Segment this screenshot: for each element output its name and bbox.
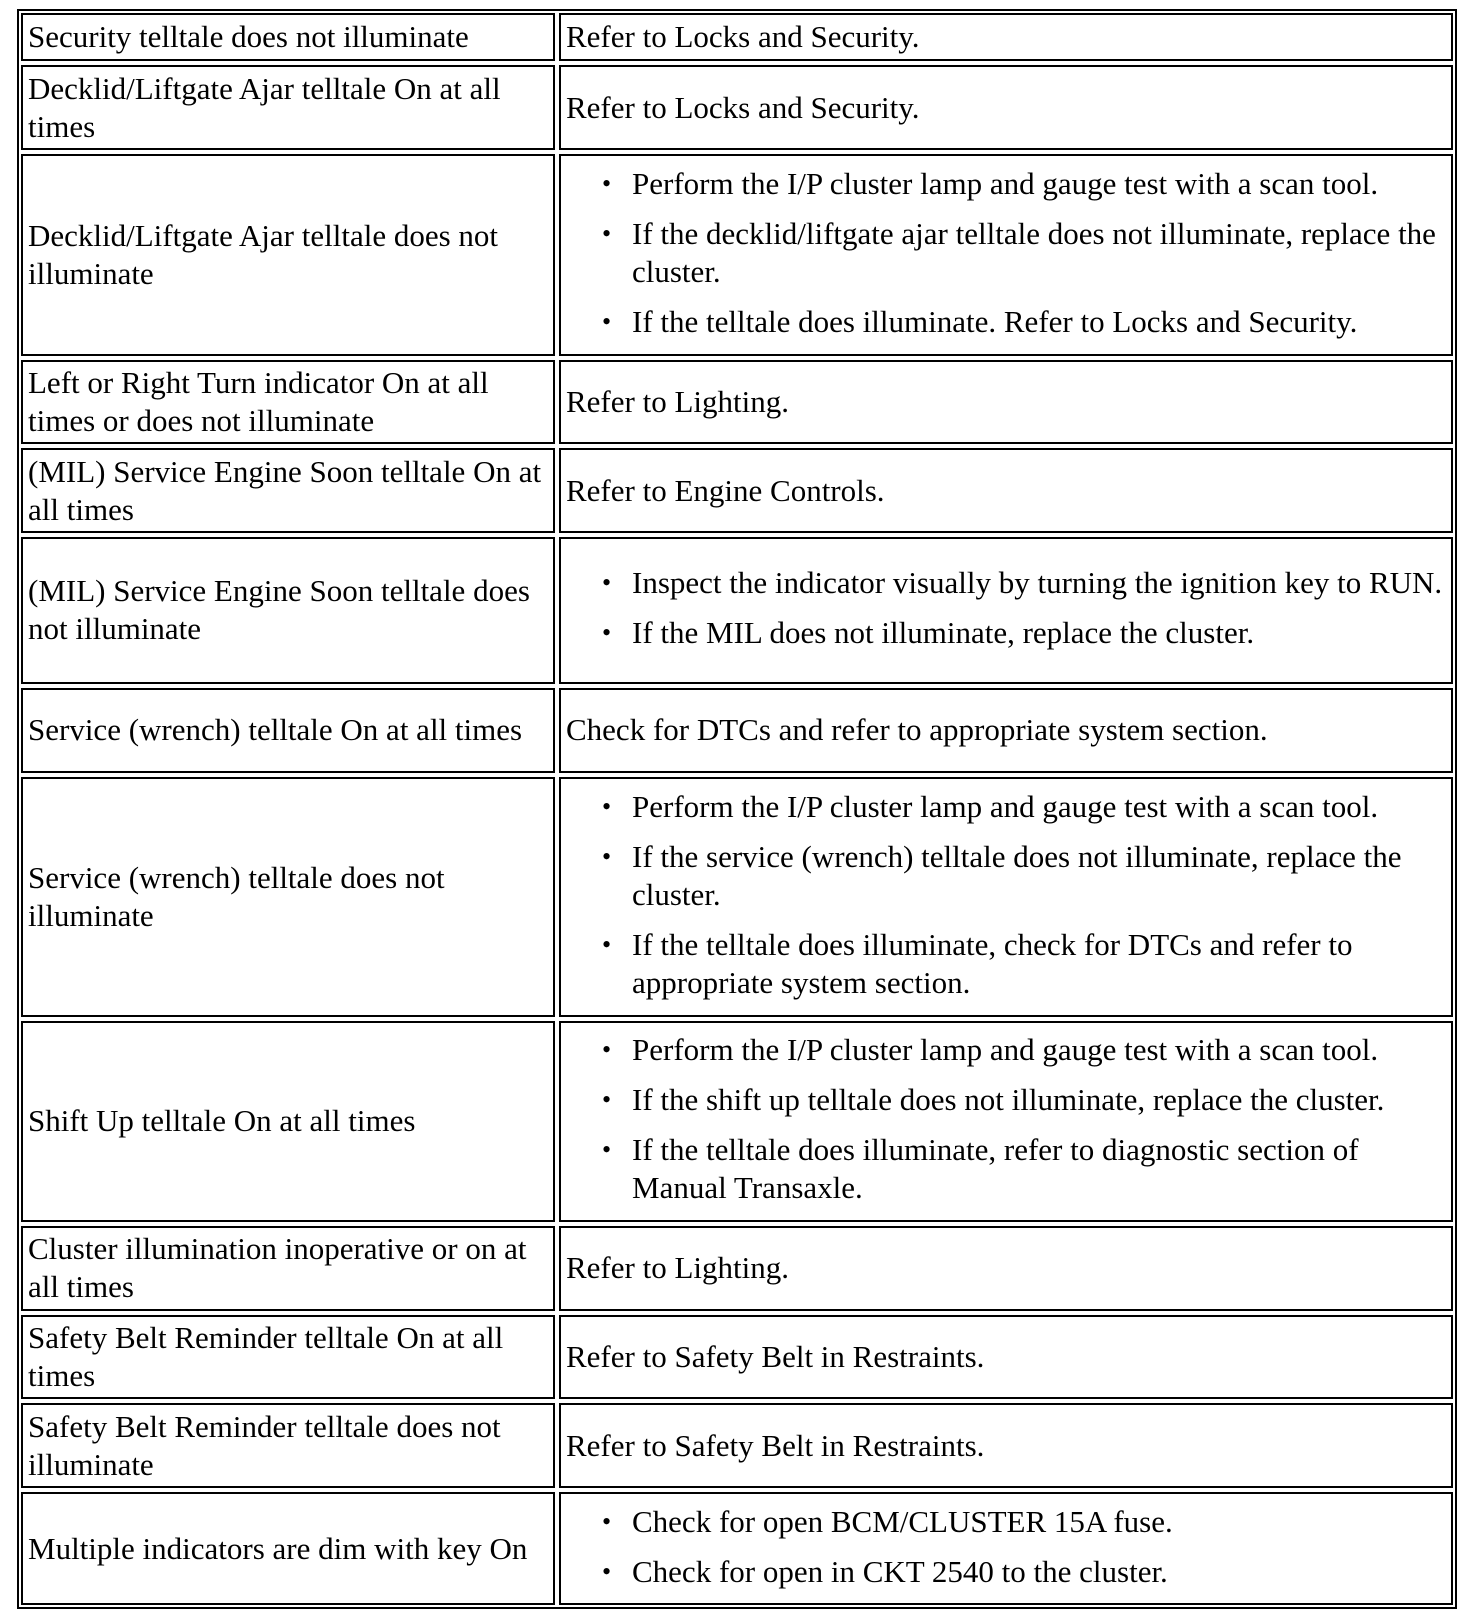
action-cell: Refer to Lighting. — [559, 360, 1453, 445]
action-list-item: • If the service (wrench) telltale does not illuminate, replace the cluster. — [632, 838, 1445, 914]
table-row — [21, 448, 1453, 533]
symptom-cell: Multiple indicators are dim with key On — [21, 1492, 555, 1605]
symptom-cell: Safety Belt Reminder telltale On at all times — [21, 1315, 555, 1400]
symptom-cell: Security telltale does not illuminate — [21, 13, 555, 61]
table-row — [21, 1226, 1453, 1311]
table-row — [21, 777, 1453, 1017]
table-row — [21, 1403, 1453, 1488]
action-list-item: • Perform the I/P cluster lamp and gauge test with a scan tool. — [632, 1031, 1445, 1069]
action-list-item: • If the telltale does illuminate, refer to diagnostic section of Manual Transaxle. — [632, 1131, 1445, 1207]
action-cell — [559, 1492, 1453, 1605]
action-list-item: • If the telltale does illuminate, check for DTCs and refer to appropriate system section. — [632, 926, 1445, 1002]
action-list — [566, 1031, 1445, 1207]
table-row — [21, 537, 1453, 684]
table-row — [21, 1492, 1453, 1605]
action-list-item: • If the MIL does not illuminate, replace the cluster. — [632, 614, 1445, 652]
action-cell: Refer to Locks and Security. — [559, 13, 1453, 61]
action-cell — [559, 777, 1453, 1017]
action-cell — [559, 1021, 1453, 1223]
action-list-item: • If the shift up telltale does not illuminate, replace the cluster. — [632, 1081, 1445, 1119]
symptom-cell: Service (wrench) telltale On at all times — [21, 688, 555, 773]
action-cell — [559, 154, 1453, 356]
action-list — [566, 564, 1445, 652]
action-list-item: • Perform the I/P cluster lamp and gauge test with a scan tool. — [632, 165, 1445, 203]
table-row — [21, 1315, 1453, 1400]
action-cell: Refer to Locks and Security. — [559, 65, 1453, 150]
symptom-cell: Service (wrench) telltale does not illuminate — [21, 777, 555, 1017]
action-cell: Refer to Safety Belt in Restraints. — [559, 1315, 1453, 1400]
symptom-cell: (MIL) Service Engine Soon telltale does not illuminate — [21, 537, 555, 684]
table-row — [21, 13, 1453, 61]
diagnostic-table-frame — [17, 9, 1457, 1609]
symptom-cell: Safety Belt Reminder telltale does not illuminate — [21, 1403, 555, 1488]
action-cell: Refer to Safety Belt in Restraints. — [559, 1403, 1453, 1488]
symptom-cell: (MIL) Service Engine Soon telltale On at all times — [21, 448, 555, 533]
action-list-item: • If the decklid/liftgate ajar telltale does not illuminate, replace the cluster. — [632, 215, 1445, 291]
action-cell: Check for DTCs and refer to appropriate system section. — [559, 688, 1453, 773]
table-row — [21, 1021, 1453, 1223]
symptom-cell: Decklid/Liftgate Ajar telltale does not illuminate — [21, 154, 555, 356]
table-row — [21, 65, 1453, 150]
symptom-cell: Left or Right Turn indicator On at all times or does not illuminate — [21, 360, 555, 445]
action-list-item: • Check for open in CKT 2540 to the cluster. — [632, 1553, 1445, 1591]
action-cell: Refer to Lighting. — [559, 1226, 1453, 1311]
symptom-cell: Shift Up telltale On at all times — [21, 1021, 555, 1223]
action-list — [566, 788, 1445, 1002]
action-list-item: • Check for open BCM/CLUSTER 15A fuse. — [632, 1503, 1445, 1541]
table-row — [21, 688, 1453, 773]
action-list — [566, 165, 1445, 341]
action-list-item: • Inspect the indicator visually by turning the ignition key to RUN. — [632, 564, 1445, 602]
action-list-item: • Perform the I/P cluster lamp and gauge test with a scan tool. — [632, 788, 1445, 826]
action-list — [566, 1503, 1445, 1591]
symptom-diagnosis-table — [17, 9, 1457, 1609]
symptom-cell: Cluster illumination inoperative or on at all times — [21, 1226, 555, 1311]
action-cell: Refer to Engine Controls. — [559, 448, 1453, 533]
symptom-cell: Decklid/Liftgate Ajar telltale On at all times — [21, 65, 555, 150]
table-row — [21, 360, 1453, 445]
table-row — [21, 154, 1453, 356]
action-cell — [559, 537, 1453, 684]
action-list-item: • If the telltale does illuminate. Refer to Locks and Security. — [632, 303, 1445, 341]
